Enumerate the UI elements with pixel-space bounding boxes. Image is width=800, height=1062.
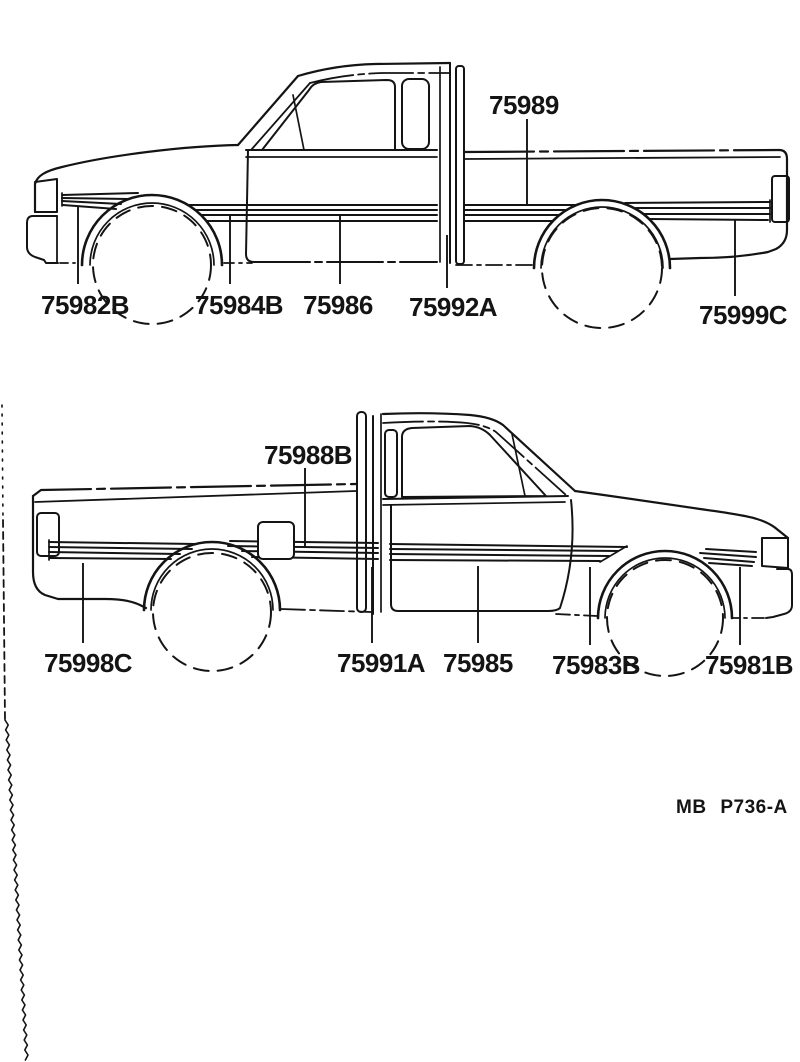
moulding-bed-front-bottom-truck xyxy=(228,541,378,559)
moulding-rear-quarter-bottom-truck xyxy=(49,540,196,560)
rear-window-bottom-truck xyxy=(385,430,397,497)
bed-headboard-top-truck xyxy=(456,66,464,264)
moulding-door-top-truck xyxy=(188,205,437,221)
part-label-75999C: 75999C xyxy=(699,300,788,330)
part-label-75991A: 75991A xyxy=(337,648,426,678)
bed-headboard-bottom-truck xyxy=(357,412,366,612)
moulding-front-fender-bottom-truck xyxy=(700,549,756,566)
door-window-bottom-truck xyxy=(402,426,546,497)
moulding-door-bottom-truck xyxy=(390,544,627,562)
part-label-75989: 75989 xyxy=(489,90,559,120)
part-label-75988B: 75988B xyxy=(264,440,353,470)
rear-window-top-truck xyxy=(402,79,429,149)
part-label-75984B: 75984B xyxy=(195,290,284,320)
front-bumper-top-truck xyxy=(27,216,58,263)
moulding-rear-quarter-top-truck xyxy=(625,200,770,222)
bottom-truck-drawing xyxy=(33,412,792,676)
part-label-75983B: 75983B xyxy=(552,650,641,680)
part-label-75985: 75985 xyxy=(443,648,513,678)
fuel-door-bottom-truck xyxy=(258,522,294,559)
front-bumper-bottom-truck xyxy=(766,569,792,618)
top-truck-drawing xyxy=(27,63,789,328)
part-label-75998C: 75998C xyxy=(44,648,133,678)
rear-wheel-top-truck xyxy=(542,208,662,328)
headlight-bottom-truck xyxy=(762,538,788,568)
part-label-75982B: 75982B xyxy=(41,290,130,320)
moulding-bed-front-top-truck xyxy=(464,205,576,221)
page-tear-edge-zigzag xyxy=(5,720,28,1060)
moulding-front-fender-top-truck xyxy=(62,193,138,209)
rear-wheel-bottom-truck xyxy=(153,553,271,671)
headlight-top-truck xyxy=(35,179,57,212)
figure-code: MB P736-A xyxy=(676,797,788,818)
part-label-75981B: 75981B xyxy=(705,650,794,680)
part-label-75992A: 75992A xyxy=(409,292,498,322)
page-tear-edge xyxy=(2,405,28,1060)
taillight-bottom-truck xyxy=(37,513,59,556)
part-label-75986: 75986 xyxy=(303,290,373,320)
